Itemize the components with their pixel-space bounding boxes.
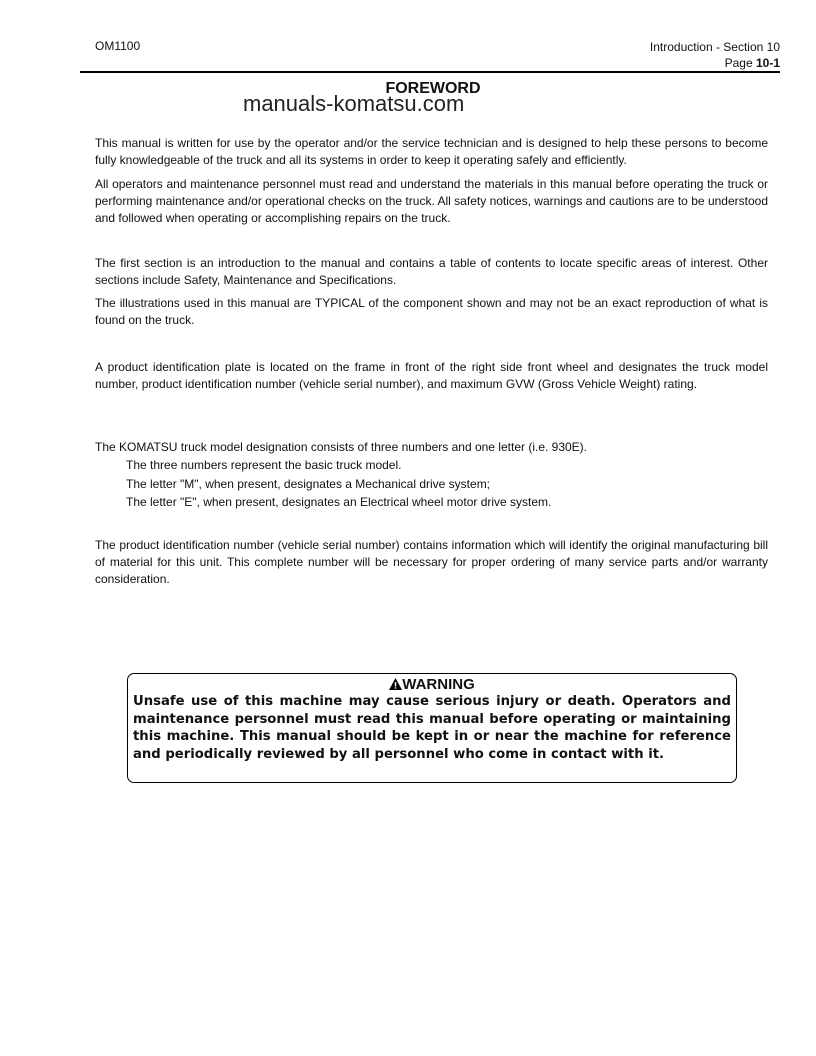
paragraph: This manual is written for use by the operator and/or the service technician and is designed to help these persons to become fully knowledgeable of the truck and all its systems in order to keep it operating safely and efficiently. xyxy=(95,136,768,167)
page-title: FOREWORD xyxy=(385,80,481,97)
page-number: 10-1 xyxy=(755,56,780,70)
warning-title-text: WARNING xyxy=(402,676,475,693)
warning-text: Unsafe use of this machine may cause serious injury or death. Operators and maintenance personnel must read this manual before operating or maintaining this machine. This manual should be kept in or near the machine for reference and periodically reviewed by all personnel who come in contact with it. xyxy=(133,694,731,762)
watermark: manuals-komatsu.com xyxy=(243,91,465,116)
warning-title xyxy=(128,676,736,693)
doc-id: OM1100 xyxy=(95,39,141,53)
warning-box xyxy=(127,673,737,783)
page-label: Page xyxy=(724,56,753,70)
paragraph: The illustrations used in this manual are TYPICAL of the component shown and may not be an exact reproduction of what is found on the truck. xyxy=(95,296,768,327)
paragraph: A product identification plate is located on the frame in front of the right side front wheel and designates the truck model number, product identification number (vehicle serial number), and maximum GVW (Gross Vehicle Weight) rating. xyxy=(95,360,768,391)
paragraph: The KOMATSU truck model designation consists of three numbers and one letter (i.e. 930E). xyxy=(95,440,588,454)
paragraph: The product identification number (vehicle serial number) contains information which will identify the original manufacturing bill of material for this unit. This complete number will be necessary for proper ordering of many service parts and/or warranty consideration. xyxy=(95,538,768,586)
warning-triangle-icon xyxy=(389,678,402,690)
designation-block xyxy=(95,439,768,512)
list-item: The letter "M", when present, designates a Mechanical drive system; xyxy=(126,476,491,491)
list-item: The three numbers represent the basic truck model. xyxy=(126,458,402,472)
header-right xyxy=(650,39,780,71)
paragraph: The first section is an introduction to the manual and contains a table of contents to locate specific areas of interest. Other sections include Safety, Maintenance and Specifications. xyxy=(95,256,768,287)
section-label: Introduction - Section 10 xyxy=(649,40,780,54)
list-item: The letter "E", when present, designates an Electrical wheel motor drive system. xyxy=(126,495,552,509)
header-rule xyxy=(80,71,780,73)
paragraph: All operators and maintenance personnel must read and understand the materials in this manual before operating the truck or performing maintenance and/or operational checks on the truck. All safety notices, warnings and cautions are to be understood and followed when operating or accomplishing repairs on the truck. xyxy=(95,177,768,225)
